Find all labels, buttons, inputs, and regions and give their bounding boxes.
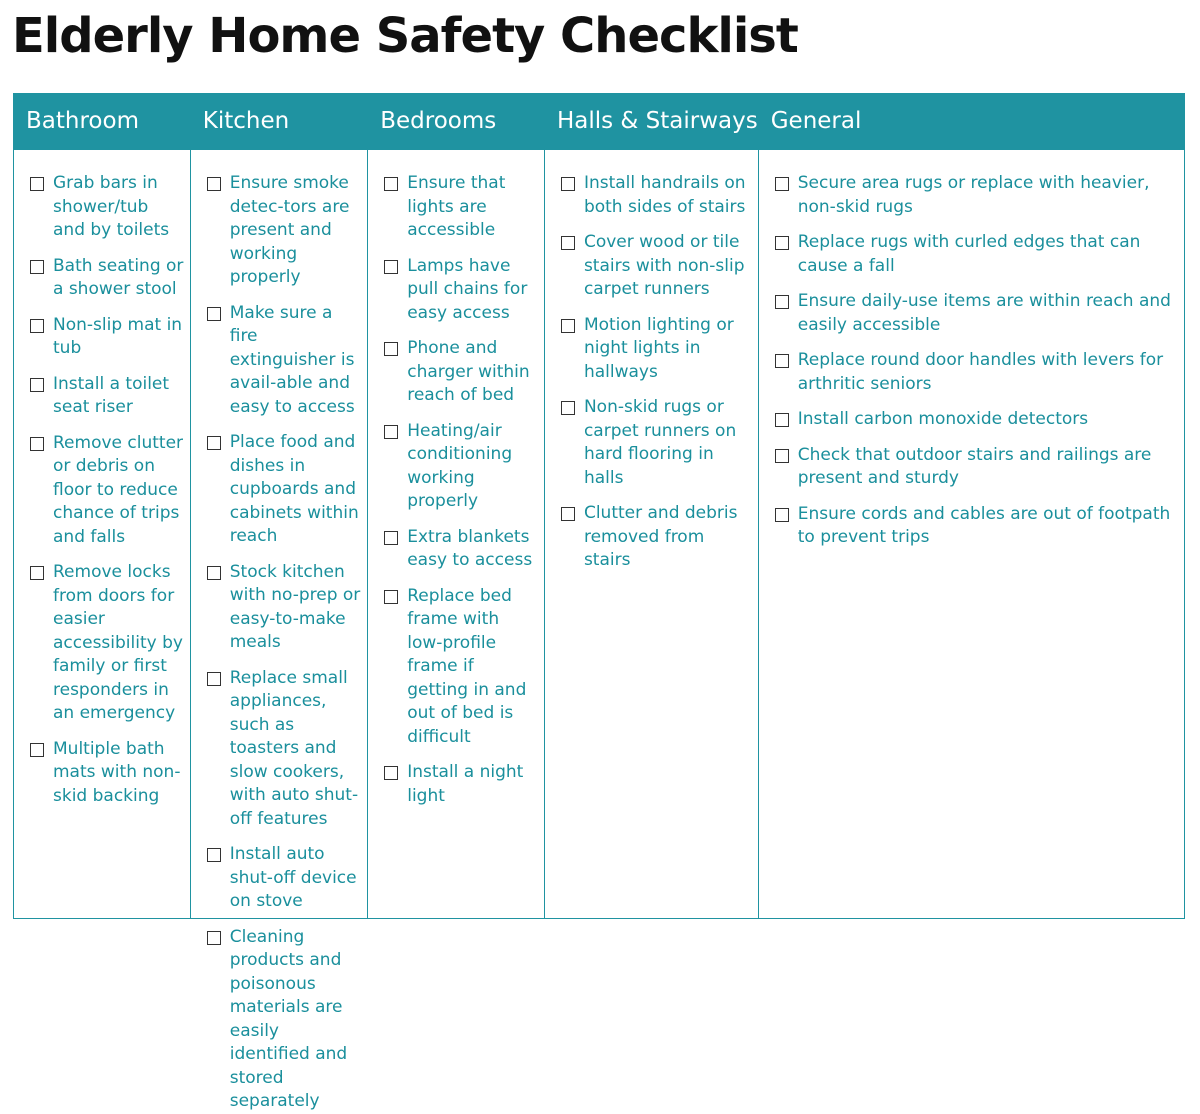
- checkbox[interactable]: [775, 508, 789, 522]
- checklist-item-label: Place food and dishes in cupboards and cabinets within reach: [229, 432, 359, 546]
- checkbox[interactable]: [384, 425, 398, 439]
- checklist-item[interactable]: [28, 432, 184, 550]
- checklist-item-label: Heating/air conditioning working properly: [407, 420, 513, 511]
- checklist-item[interactable]: [559, 396, 752, 490]
- column-heading: Halls & Stairways: [545, 94, 758, 150]
- checklist-item-label: Ensure daily-use items are within reach and easily accessible: [797, 291, 1171, 335]
- checklist-item[interactable]: [559, 502, 752, 573]
- checklist-item-label: Replace round door handles with levers for arthritic seniors: [797, 350, 1164, 394]
- checkbox[interactable]: [207, 566, 221, 580]
- checklist-item[interactable]: [773, 408, 1178, 432]
- checkbox[interactable]: [30, 177, 44, 191]
- checkbox[interactable]: [384, 260, 398, 274]
- checkbox[interactable]: [207, 307, 221, 321]
- checklist-item[interactable]: [382, 337, 538, 408]
- checklist-items: [759, 150, 1184, 550]
- checklist-item[interactable]: [382, 585, 538, 750]
- checklist-item[interactable]: [28, 738, 184, 809]
- checkbox[interactable]: [775, 177, 789, 191]
- checklist-item[interactable]: [773, 444, 1178, 491]
- checklist-item[interactable]: [205, 431, 361, 549]
- checklist-item-label: Replace bed frame with low-profile frame if getting in and out of bed is difficult: [407, 585, 527, 747]
- checklist-item[interactable]: [773, 290, 1178, 337]
- checklist-item[interactable]: [559, 314, 752, 385]
- checklist-item-label: Bath seating or a shower stool: [53, 255, 184, 299]
- checkbox[interactable]: [30, 378, 44, 392]
- checkbox[interactable]: [384, 590, 398, 604]
- checkbox[interactable]: [384, 531, 398, 545]
- checklist-item[interactable]: [382, 172, 538, 243]
- checkbox[interactable]: [207, 672, 221, 686]
- checklist-item[interactable]: [205, 843, 361, 914]
- checkbox[interactable]: [561, 319, 575, 333]
- column-halls-stairways: [544, 94, 758, 918]
- checklist-item-label: Replace rugs with curled edges that can cause a fall: [797, 232, 1141, 276]
- checklist-item-label: Check that outdoor stairs and railings are present and sturdy: [797, 444, 1152, 488]
- checkbox[interactable]: [207, 177, 221, 191]
- checklist-item-label: Install carbon monoxide detectors: [797, 409, 1089, 429]
- checklist-item-label: Secure area rugs or replace with heavier, non-skid rugs: [797, 173, 1150, 217]
- checklist-item[interactable]: [382, 255, 538, 326]
- checkbox[interactable]: [775, 236, 789, 250]
- checklist-item[interactable]: [773, 231, 1178, 278]
- checkbox[interactable]: [384, 766, 398, 780]
- checklist-item[interactable]: [382, 526, 538, 573]
- checkbox[interactable]: [775, 413, 789, 427]
- checklist-item[interactable]: [28, 561, 184, 726]
- checkbox[interactable]: [561, 401, 575, 415]
- checklist-item-label: Install handrails on both sides of stairs: [583, 173, 746, 217]
- checklist-item[interactable]: [382, 761, 538, 808]
- checklist-items: [368, 150, 544, 808]
- column-heading: Bathroom: [14, 94, 190, 150]
- checklist-item[interactable]: [773, 172, 1178, 219]
- checklist-item-label: Stock kitchen with no-prep or easy-to-make meals: [229, 561, 361, 652]
- checklist-item[interactable]: [773, 503, 1178, 550]
- checklist-item[interactable]: [205, 172, 361, 290]
- checkbox[interactable]: [384, 342, 398, 356]
- column-bathroom: [14, 94, 190, 918]
- page-title: Elderly Home Safety Checklist: [12, 8, 798, 64]
- column-kitchen: [190, 94, 367, 1111]
- checkbox[interactable]: [30, 319, 44, 333]
- checkbox[interactable]: [30, 437, 44, 451]
- checklist-item-label: Install a toilet seat riser: [53, 373, 170, 417]
- checklist-item[interactable]: [28, 314, 184, 361]
- checklist-item[interactable]: [205, 926, 361, 1114]
- checklist-item-label: Non-slip mat in tub: [53, 314, 183, 358]
- checklist-item-label: Grab bars in shower/tub and by toilets: [53, 173, 170, 240]
- checklist-item-label: Non-skid rugs or carpet runners on hard flooring in halls: [583, 397, 737, 488]
- checkbox[interactable]: [561, 177, 575, 191]
- checkbox[interactable]: [384, 177, 398, 191]
- checklist-table: [13, 93, 1185, 1111]
- checklist-item-label: Make sure a fire extinguisher is avail-able and easy to access: [229, 302, 355, 417]
- column-heading: Bedrooms: [368, 94, 544, 150]
- checklist-item-label: Clutter and debris removed from stairs: [583, 503, 738, 570]
- checklist-item-label: Cover wood or tile stairs with non-slip carpet runners: [583, 232, 745, 299]
- checklist-item-label: Cleaning products and poisonous materials are easily identified and stored separately: [229, 926, 348, 1111]
- checkbox[interactable]: [30, 566, 44, 580]
- checkbox[interactable]: [30, 260, 44, 274]
- checklist-item-label: Phone and charger within reach of bed: [407, 338, 530, 405]
- checklist-item-label: Motion lighting or night lights in hallways: [583, 314, 734, 382]
- checklist-item[interactable]: [28, 172, 184, 243]
- checklist-item-label: Multiple bath mats with non-skid backing: [53, 738, 181, 806]
- checklist-items: [191, 150, 367, 1114]
- checkbox[interactable]: [30, 743, 44, 757]
- checklist-item-label: Extra blankets easy to access: [407, 526, 533, 570]
- checkbox[interactable]: [207, 436, 221, 450]
- checklist-item-label: Ensure smoke detec-tors are present and working properly: [229, 173, 350, 287]
- checklist-item[interactable]: [205, 302, 361, 420]
- checklist-item[interactable]: [205, 667, 361, 832]
- checklist-item-label: Ensure that lights are accessible: [407, 173, 506, 240]
- checklist-item-label: Replace small appliances, such as toasters and slow cookers, with auto shut-off features: [229, 667, 359, 829]
- checklist-item[interactable]: [28, 255, 184, 302]
- checkbox[interactable]: [775, 354, 789, 368]
- checkbox[interactable]: [207, 931, 221, 945]
- column-heading: General: [759, 94, 1184, 150]
- checklist-item[interactable]: [773, 349, 1178, 396]
- checklist-items: [545, 150, 758, 573]
- checklist-item[interactable]: [205, 561, 361, 655]
- checklist-item[interactable]: [382, 420, 538, 514]
- column-heading: Kitchen: [191, 94, 367, 150]
- column-general: [758, 94, 1184, 918]
- checklist-item-label: Lamps have pull chains for easy access: [407, 255, 528, 323]
- checklist-item[interactable]: [559, 172, 752, 219]
- checkbox[interactable]: [207, 848, 221, 862]
- checklist-item-label: Install a night light: [407, 762, 524, 806]
- checklist-item[interactable]: [28, 373, 184, 420]
- checkbox[interactable]: [775, 295, 789, 309]
- column-bedrooms: [367, 94, 544, 918]
- checklist-item-label: Remove clutter or debris on floor to reduce chance of trips and falls: [53, 432, 184, 547]
- checklist-item-label: Remove locks from doors for easier accessibility by family or first responders in an emergency: [53, 562, 183, 723]
- checkbox[interactable]: [561, 507, 575, 521]
- checkbox[interactable]: [775, 449, 789, 463]
- checklist-items: [14, 150, 190, 808]
- checklist-item-label: Ensure cords and cables are out of footpath to prevent trips: [797, 503, 1171, 547]
- checklist-item[interactable]: [559, 231, 752, 302]
- checklist-item-label: Install auto shut-off device on stove: [229, 844, 357, 911]
- checkbox[interactable]: [561, 236, 575, 250]
